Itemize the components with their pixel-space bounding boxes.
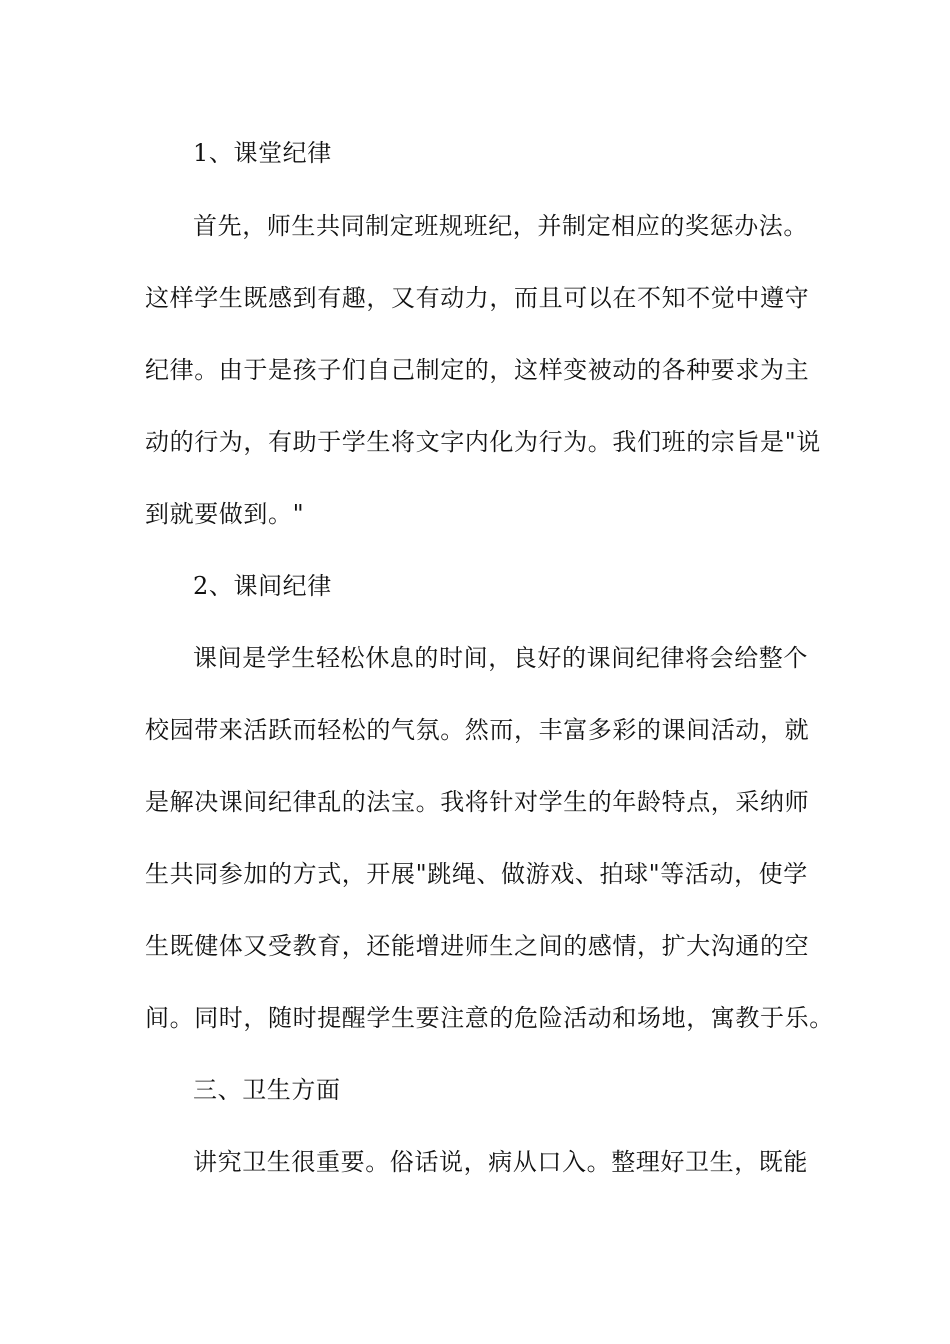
paragraph-line: 纪律。由于是孩子们自己制定的，这样变被动的各种要求为主 xyxy=(145,356,810,384)
section-heading-class-discipline: 1、课堂纪律 xyxy=(193,139,332,167)
section-heading-break-discipline: 2、课间纪律 xyxy=(193,572,332,600)
section-heading-hygiene: 三、卫生方面 xyxy=(193,1076,341,1104)
paragraph-line: 课间是学生轻松休息的时间，良好的课间纪律将会给整个 xyxy=(193,644,808,672)
paragraph-line: 到就要做到。" xyxy=(145,500,305,528)
paragraph-line: 首先，师生共同制定班规班纪，并制定相应的奖惩办法。 xyxy=(193,212,808,240)
paragraph-line: 讲究卫生很重要。俗话说，病从口入。整理好卫生，既能 xyxy=(193,1148,808,1176)
paragraph-line: 校园带来活跃而轻松的气氛。然而，丰富多彩的课间活动，就 xyxy=(145,716,810,744)
paragraph-line: 这样学生既感到有趣，又有动力，而且可以在不知不觉中遵守 xyxy=(145,284,810,312)
paragraph-line: 生共同参加的方式，开展"跳绳、做游戏、拍球"等活动，使学 xyxy=(145,860,808,888)
paragraph-line: 动的行为，有助于学生将文字内化为行为。我们班的宗旨是"说 xyxy=(145,428,821,456)
paragraph-line: 是解决课间纪律乱的法宝。我将针对学生的年龄特点，采纳师 xyxy=(145,788,810,816)
paragraph-line: 间。同时，随时提醒学生要注意的危险活动和场地，寓教于乐。 xyxy=(145,1004,834,1032)
paragraph-line: 生既健体又受教育，还能增进师生之间的感情，扩大沟通的空 xyxy=(145,932,810,960)
